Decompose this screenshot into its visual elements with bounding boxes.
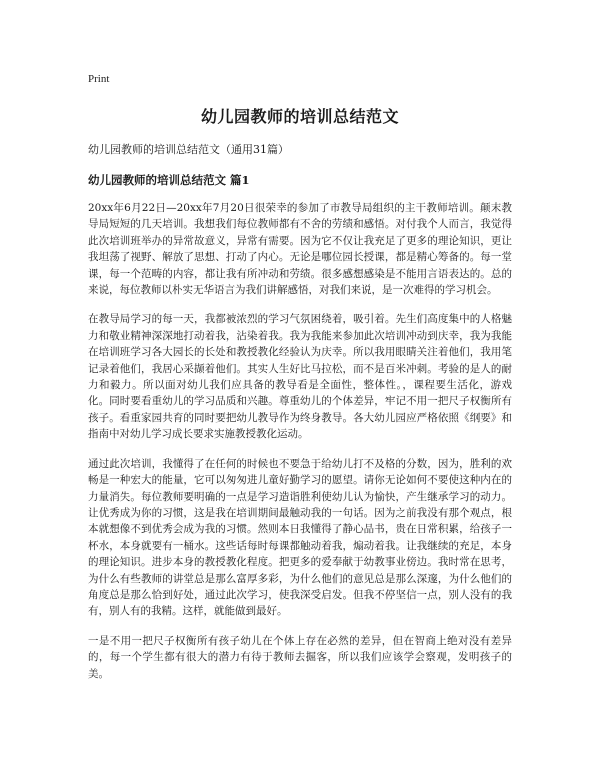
document-subtitle: 幼儿园教师的培训总结范文（通用31篇） bbox=[88, 143, 289, 156]
page-title: 幼儿园教师的培训总结范文 bbox=[200, 107, 399, 126]
paragraph-3: 通过此次培训，我懂得了在任何的时候也不要急于给幼儿打不及格的分数，因为，胜利的欢畅是一种宏大的能量，它可以匆匆进儿童好勤学习的愿望。请你无论如何不要使这种内在的力量消失。每位教师要明确的一点是学习造诣胜利使幼儿认为愉快，产生继承学习的动力。让优秀成为你的习惯，这是我在培训期间最触动我的一句话。因为之前我没有那个观点，根本就想像不到优秀会成为我的习惯。然则本日我懂得了静心品书，贵在日常积累，给孩子一杯水，本身就要有一桶水。这些话每时每课都触动着我，煽动着我。让我继续的充足，本身的理论知识。进步本身的教授教化程度。把更多的爱奉献于幼教事业傍边。我时常在思考，为什么有些教师的讲堂总是那么富厚多彩，为什么他们的意见总是那么深邃，为什么他们的角度总是那么恰到好处，通过此次学习，使我深受启发。但我不停坚信一点，别人没有的我有，别人有的我精。这样，就能做到最好。 bbox=[88, 457, 512, 618]
paragraph-2: 在教导局学习的每一天，我都被浓烈的学习气氛困绕着，吸引着。先生们高度集中的人格魅力和敬业精神深深地打动着我，沾染着我。我为我能来参加此次培训冲动到庆幸，我为我能在培训班学习各大园长的长处和教授教化经验认为庆幸。所以我用眼睛关注着他们，我用笔记录着他们，我居心采撷着他们。其实人生好比马拉松，而不是百米冲刺。考验的是人的耐力和毅力。所以面对幼儿我们应具备的教导看是全面性，整体性。，课程要生活化，游戏化。同时要看重幼儿的学习品质和兴趣。尊重幼儿的个体差异，牢记不用一把尺子权衡所有孩子。看重家园共育的同时要把幼儿教导作为终身教导。各大幼儿园应严格依照《纲要》和指南中对幼儿学习成长要求实施教授教化运动。 bbox=[88, 313, 512, 441]
paragraph-1: 20xx年6月22日—20xx年7月20日很荣幸的参加了市教导局组织的主干教师培训。颠末教导局短短的几天培训。我想我们每位教师都有不舍的劳绩和感悟。对付我个人而言，我觉得此次培训班举办的异常故意义，异常有需要。因为它不仅让我充足了更多的理论知识，更让我坦荡了视野、解放了思想、打动了内心。无论是哪位园长授课，都是精心筹备的。每一堂课，每一个范畴的内容，都让我有所冲动和劳绩。很多感想感染是不能用言语表达的。总的来说，每位教师以朴实无华语言为我们讲解感悟，对我们来说，是一次难得的学习机会。 bbox=[88, 202, 512, 297]
document-page bbox=[88, 70, 512, 682]
paragraph-4: 一是不用一把尺子权衡所有孩子幼儿在个体上存在必然的差异，但在智商上绝对没有差异的，每一个学生都有很大的潜力有待于教师去掘客，所以我们应该学会察观，发明孩子的美。 bbox=[88, 634, 512, 680]
section-heading: 幼儿园教师的培训总结范文 篇1 bbox=[88, 173, 250, 187]
print-link[interactable]: Print bbox=[88, 73, 110, 85]
